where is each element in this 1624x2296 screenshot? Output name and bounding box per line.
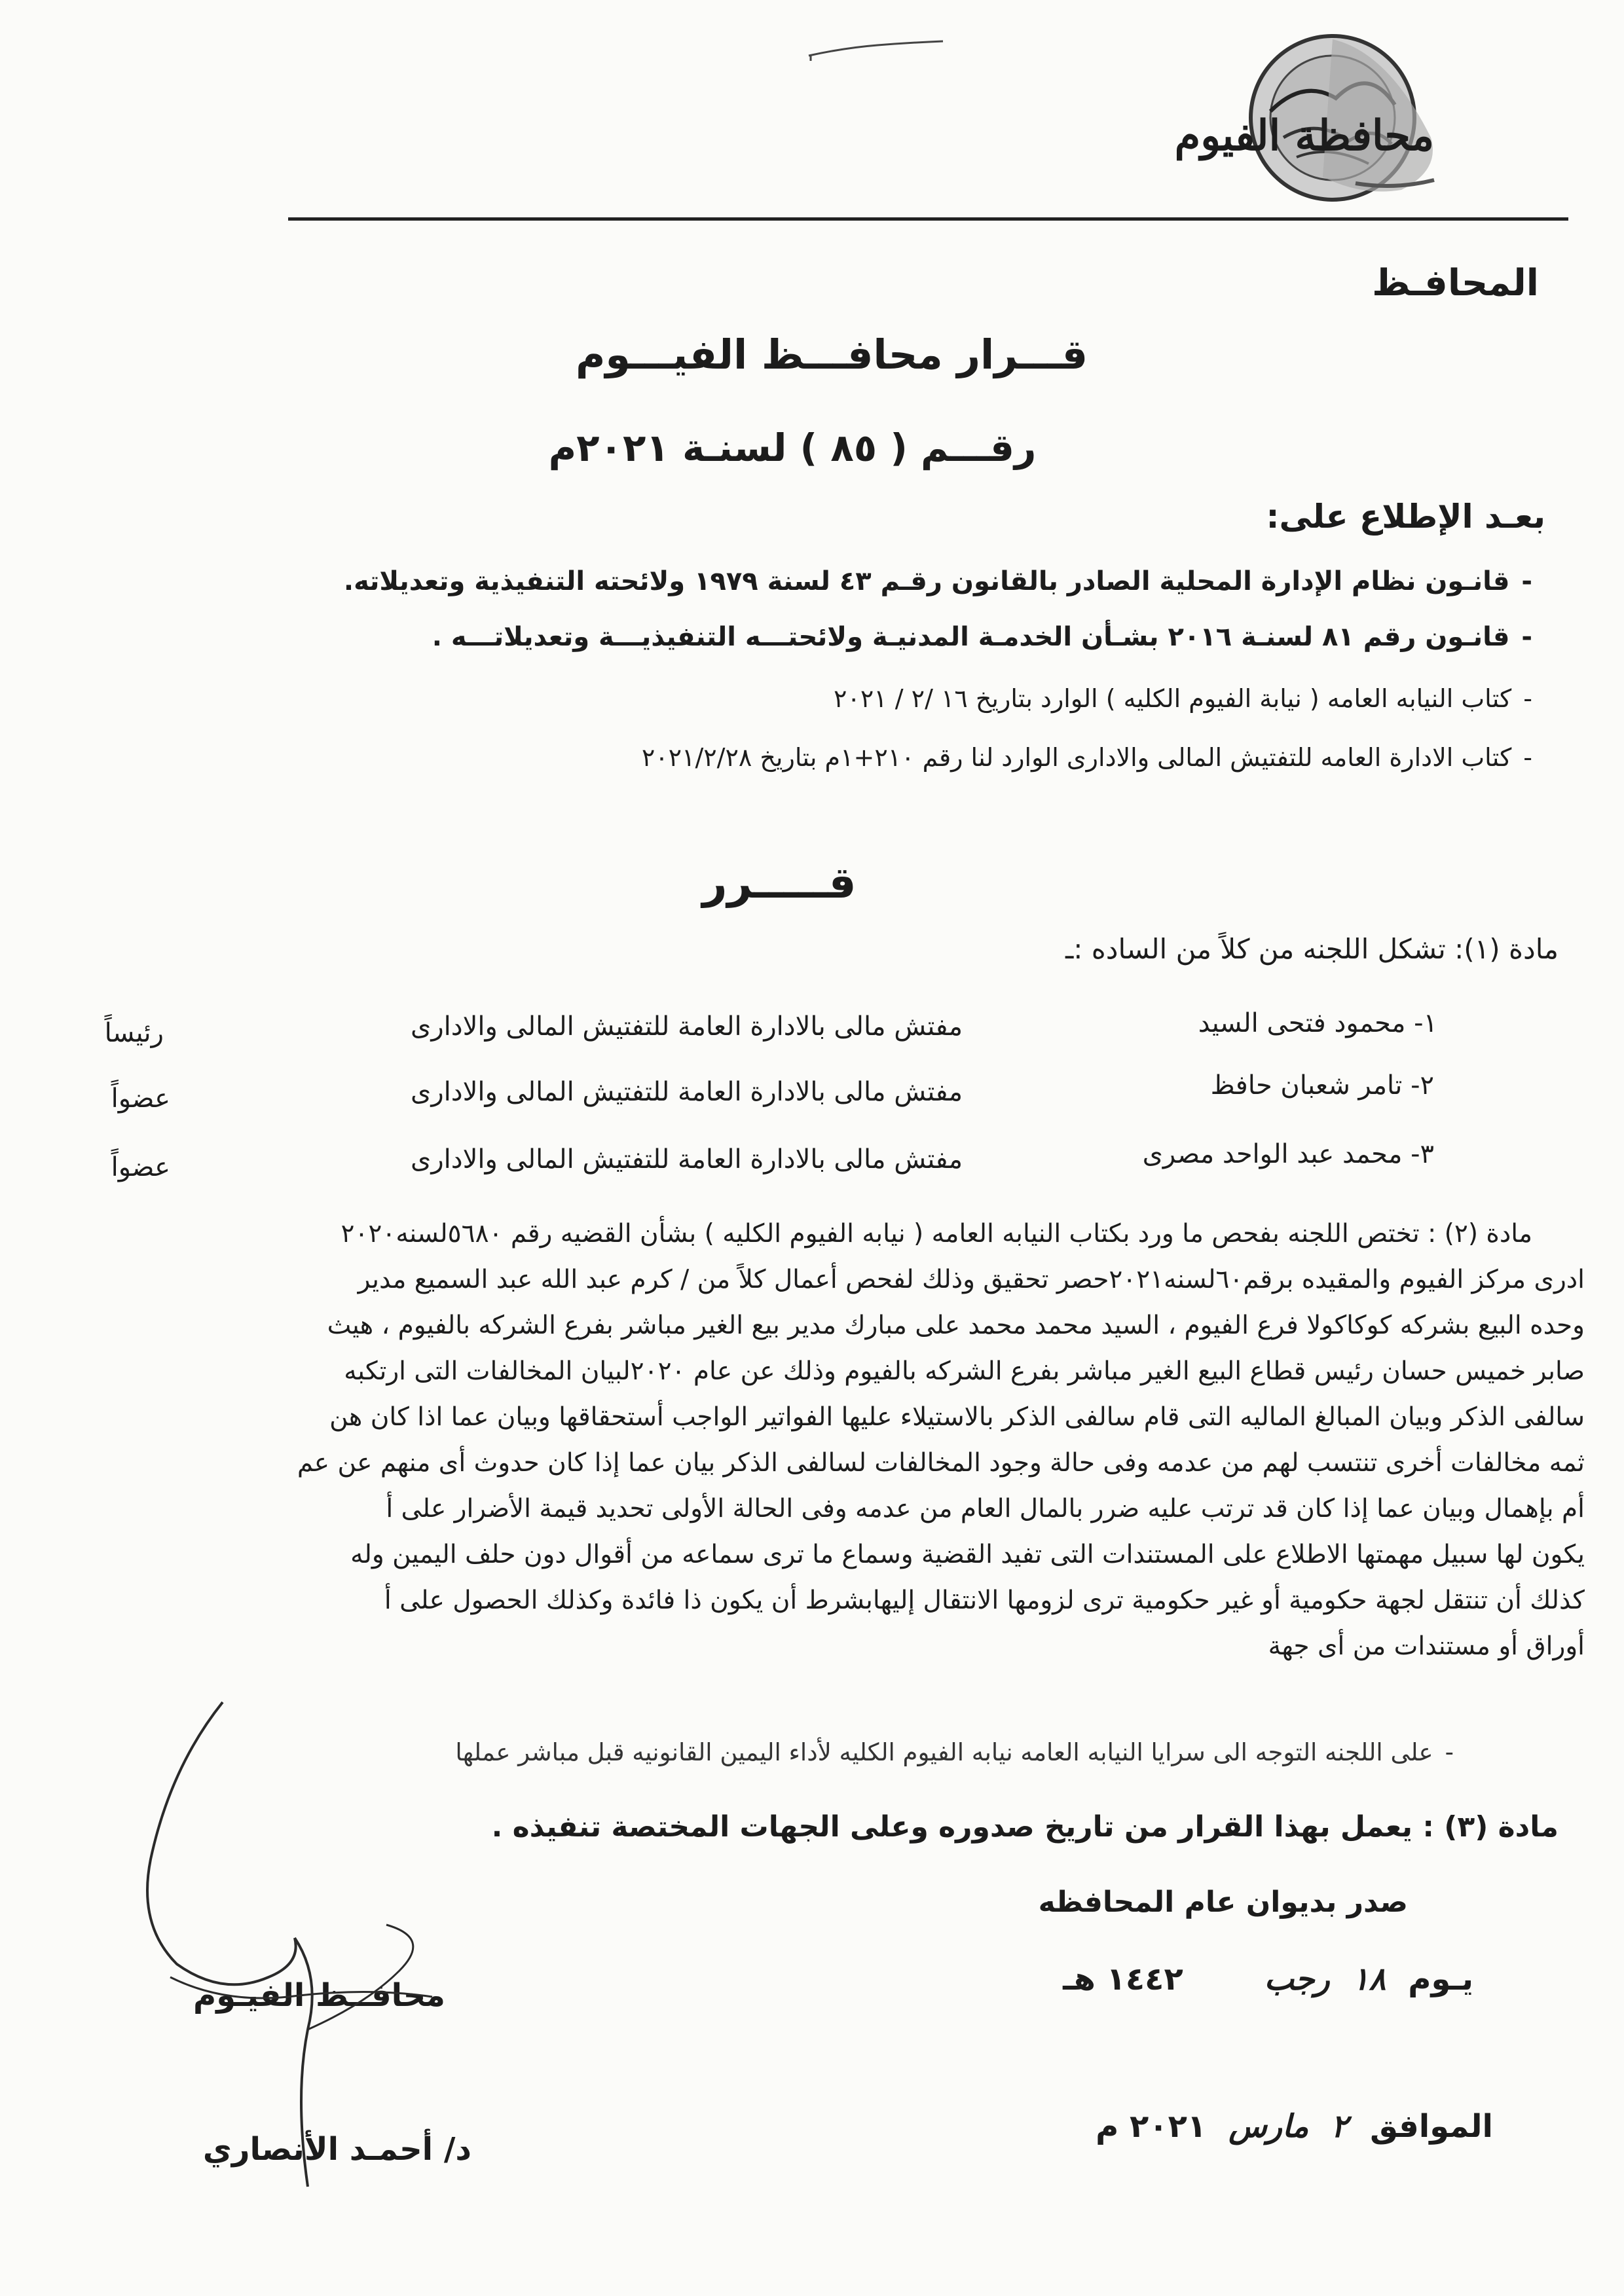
member-job: مفتش مالى بالادارة العامة للتفتيش المالى والادارى bbox=[411, 1144, 963, 1175]
article-2-line: ثمه مخالفات أخرى تنتسب لهم من عدمه وفى حالة وجود المخالفات لسالفى الذكر بيان عما إذا كان حدوث أى منهم عن عم bbox=[297, 1448, 1585, 1478]
member-name: ٢- تامر شعبان حافظ bbox=[1210, 1070, 1434, 1101]
article-2-line: ادرى مركز الفيوم والمقيده برقم٦٠لسنه٢٠٢١حصر تحقيق وذلك لفحص أعمال كلاً من / كرم عبد الله عبد السميع مدير bbox=[358, 1265, 1585, 1294]
bullet-dash: - bbox=[1523, 743, 1532, 772]
gregorian-date bbox=[1096, 2108, 1493, 2145]
office-label: المحافـظ bbox=[1372, 262, 1539, 304]
member-name: ١- محمود فتحى السيد bbox=[1198, 1008, 1437, 1038]
signatory-name: د/ أحمـد الأنصاري bbox=[202, 2131, 471, 2168]
preamble-item: -قانـون رقم ٨١ لسنـة ٢٠١٦ بشـأن الخدمـة المدنيـة ولائحتـــه التنفيذيـــة وتعديلاتـــه . bbox=[432, 622, 1532, 652]
member-role: عضواً bbox=[111, 1152, 170, 1182]
article-2-note: -على اللجنه التوجه الى سرايا النيابه العامه نيابه الفيوم الكليه لأداء اليمين القانونيه قبل مباشر عملها bbox=[455, 1738, 1454, 1766]
hijri-month: رجب bbox=[1264, 1961, 1330, 1997]
article-2-line: صابر خميس حسان رئيس قطاع البيع الغير مباشر بفرع الشركه بالفيوم وذلك عن عام ٢٠٢٠لبيان المخالفات التى ارتكبه bbox=[344, 1357, 1585, 1386]
preamble-intro: بعـد الإطلاع على: bbox=[1266, 498, 1545, 536]
member-job: مفتش مالى بالادارة العامة للتفتيش المالى والادارى bbox=[411, 1077, 963, 1107]
governorate-name: محافظة الفيوم bbox=[1174, 111, 1434, 160]
member-role: عضواً bbox=[111, 1084, 170, 1114]
decree-number: رقـــم ( ٨٥ ) لسنـة ٢٠٢١م bbox=[548, 426, 1037, 470]
header-rule bbox=[288, 217, 1568, 221]
signatory-title: محافــظ الفيـوم bbox=[193, 1977, 445, 2014]
hijri-year: ١٤٤٢ هـ bbox=[1063, 1961, 1183, 1997]
article-1-text: مادة (١): تشكل اللجنه من كلاً من الساده :ـ bbox=[1065, 933, 1559, 965]
bullet-dash: - bbox=[1523, 684, 1532, 713]
hijri-day: ١٨ bbox=[1352, 1961, 1386, 1997]
gregorian-prefix: الموافق bbox=[1370, 2108, 1493, 2145]
preamble-item: -قانـون نظام الإدارة المحلية الصادر بالقانون رقـم ٤٣ لسنة ١٩٧٩ ولائحته التنفيذية وتعديلاته. bbox=[343, 566, 1532, 596]
article-2-line: مادة (٢) : تختص اللجنه بفحص ما ورد بكتاب النيابه العامه ( نيابه الفيوم الكليه ) بشأن القضيه رقم ٥٦٨٠لسنه٢٠٢٠ bbox=[341, 1219, 1532, 1248]
gregorian-day: ٢ bbox=[1331, 2108, 1348, 2145]
gregorian-year: ٢٠٢١ م bbox=[1096, 2108, 1207, 2145]
article-2-line: وحده البيع بشركه كوكاكولا فرع الفيوم ، السيد محمد محمد على مبارك مدير بيع الغير مباشر بفرع الشركه بالفيوم ، هيث bbox=[327, 1311, 1585, 1340]
article-3-text: مادة (٣) : يعمل بهذا القرار من تاريخ صدوره وعلى الجهات المختصة تنفيذه . bbox=[491, 1810, 1559, 1844]
preamble-item: -كتاب الادارة العامه للتفتيش المالى والادارى الوارد لنا رقم ٢١٠+١م بتاريخ ٢٠٢١/٢/٢٨ bbox=[641, 743, 1532, 772]
issuance-place: صدر بديوان عام المحافظه bbox=[1038, 1886, 1408, 1919]
gregorian-month: مارس bbox=[1228, 2108, 1309, 2145]
hijri-date bbox=[1063, 1961, 1473, 1997]
bullet-dash: - bbox=[1521, 622, 1532, 652]
article-2-body bbox=[52, 1211, 1585, 1669]
member-role: رئيساً bbox=[104, 1018, 164, 1048]
article-2-line: أم بإهمال وبيان عما إذا كان قد ترتب عليه ضرر بالمال العام من عدمه وفى الحالة الأولى تحديد قيمة الأضرار على أ bbox=[386, 1494, 1585, 1523]
preamble-item: -كتاب النيابه العامه ( نيابة الفيوم الكليه ) الوارد بتاريخ ١٦ /٢ / ٢٠٢١ bbox=[834, 684, 1532, 713]
stray-pen-mark bbox=[805, 36, 946, 62]
article-2-line: سالفى الذكر وبيان المبالغ الماليه التى قام سالفى الذكر بالاستيلاء عليها الفواتير الواجب أستحقاقها وبيان عما اذا كان هن bbox=[329, 1402, 1585, 1432]
member-name: ٣- محمد عبد الواحد مصرى bbox=[1142, 1139, 1434, 1169]
article-2-line: كذلك أن تنتقل لجهة حكومية أو غير حكومية ترى لزومها الانتقال إليهابشرط أن يكون ذا فائدة وكذلك الحصول على أ bbox=[384, 1586, 1585, 1615]
member-job: مفتش مالى بالادارة العامة للتفتيش المالى والادارى bbox=[411, 1011, 963, 1042]
article-2-line: أوراق أو مستندات من أى جهة bbox=[1268, 1631, 1585, 1661]
handwritten-signature bbox=[92, 1689, 498, 2213]
bullet-dash: - bbox=[1521, 566, 1532, 596]
article-2-line: يكون لها سبيل مهمتها الاطلاع على المستندات التى تفيد القضية وسماع ما ترى سماعه من أقوال دون حلف اليمين وله bbox=[350, 1540, 1585, 1569]
hijri-prefix: يـوم bbox=[1408, 1961, 1473, 1997]
resolution-heading: قـــــرر bbox=[702, 858, 857, 908]
decree-title: قـــرار محافـــظ الفيـــوم bbox=[575, 331, 1088, 378]
bullet-dash: - bbox=[1445, 1738, 1454, 1766]
